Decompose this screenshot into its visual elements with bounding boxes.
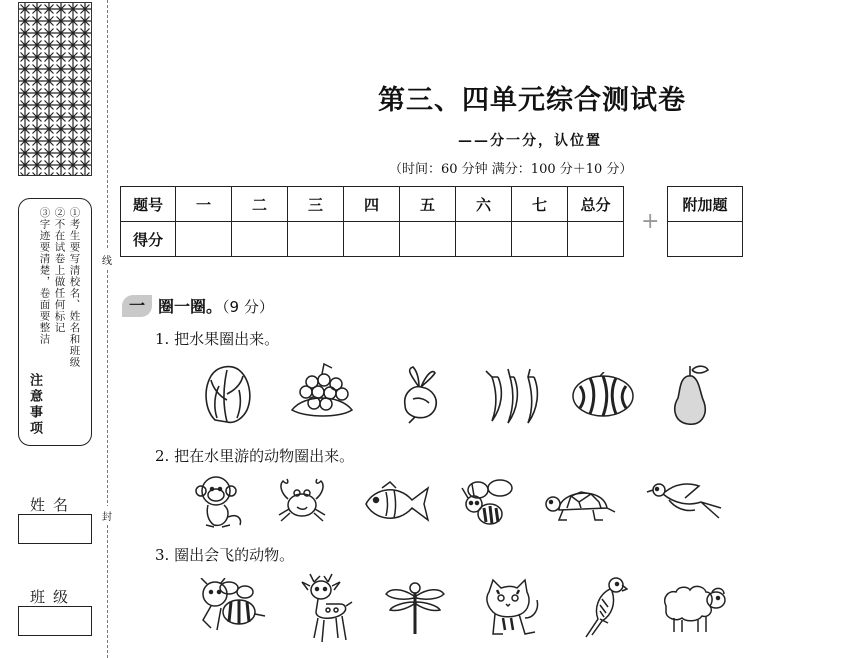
pear-image[interactable]: [666, 362, 714, 428]
question-2-text: 2. 把在水里游的动物圈出来。: [155, 447, 355, 465]
dragonfly-image[interactable]: [384, 580, 446, 636]
parrot-image[interactable]: [578, 575, 628, 639]
score-cell[interactable]: [176, 222, 232, 257]
section-score: （9 分）: [222, 298, 274, 316]
watermelon-image[interactable]: [570, 372, 636, 420]
score-header-cell: 三: [288, 187, 344, 222]
score-header-cell: 四: [344, 187, 400, 222]
deer-image[interactable]: [298, 572, 356, 644]
bee-image[interactable]: [458, 474, 518, 530]
cut-mark-line: 线: [102, 250, 112, 269]
bee-image[interactable]: [195, 578, 267, 638]
extra-table: [667, 186, 743, 257]
crab-image[interactable]: [273, 477, 331, 525]
score-header-cell: 六: [456, 187, 512, 222]
section-number-badge: 一: [122, 295, 152, 317]
score-cell[interactable]: [456, 222, 512, 257]
page-title: 第三、四单元综合测试卷: [378, 85, 686, 116]
section-title-text: 圈一圈。: [158, 297, 223, 316]
notes-box: [18, 198, 92, 446]
score-header-row: [121, 187, 624, 222]
cat-image[interactable]: [481, 578, 541, 636]
sheep-image[interactable]: [658, 578, 728, 634]
notes-title: 注意事项: [27, 373, 42, 437]
class-field[interactable]: [18, 606, 92, 636]
score-header-cell: 题号: [121, 187, 176, 222]
question-3-text: 3. 圈出会飞的动物。: [155, 546, 295, 564]
decorative-pattern: [18, 2, 92, 176]
score-row-label: 得分: [121, 222, 176, 257]
extra-score-cell[interactable]: [668, 222, 743, 257]
question-1-text: 1. 把水果圈出来。: [155, 330, 280, 348]
score-table: [120, 186, 624, 257]
name-label: 姓名: [30, 496, 77, 514]
score-cell[interactable]: [288, 222, 344, 257]
extra-header-cell: 附加题: [668, 187, 743, 222]
score-cell[interactable]: [568, 222, 624, 257]
score-cell[interactable]: [512, 222, 568, 257]
fish-image[interactable]: [362, 480, 432, 526]
time-info: （时间：60 分钟 满分：100 分＋10 分）: [389, 162, 633, 177]
note-1: ①考生要写清校名、姓名和班级: [68, 207, 81, 368]
chili-peppers-image[interactable]: [480, 365, 544, 427]
cut-mark-seal: 封: [102, 506, 112, 525]
plus-sign: +: [641, 209, 660, 234]
score-cell[interactable]: [400, 222, 456, 257]
swallow-image[interactable]: [645, 478, 723, 524]
class-label: 班级: [30, 588, 77, 606]
score-header-cell: 一: [176, 187, 232, 222]
score-input-row: [121, 222, 624, 257]
radish-image[interactable]: [395, 365, 445, 425]
score-header-cell: 七: [512, 187, 568, 222]
turtle-image[interactable]: [545, 478, 619, 528]
cut-line: [107, 0, 108, 658]
score-cell[interactable]: [232, 222, 288, 257]
grapes-image[interactable]: [286, 360, 358, 422]
score-header-cell: 五: [400, 187, 456, 222]
page-subtitle: ——分一分，认位置: [458, 133, 602, 149]
section-header: [122, 294, 274, 317]
note-3: ③字迹要清楚，卷面要整洁: [38, 207, 51, 345]
note-2: ②不在试卷上做任何标记: [53, 207, 66, 334]
score-header-cell: 二: [232, 187, 288, 222]
name-field[interactable]: [18, 514, 92, 544]
score-header-cell: 总分: [568, 187, 624, 222]
cabbage-image[interactable]: [197, 360, 259, 426]
section-title: [158, 294, 274, 317]
monkey-image[interactable]: [192, 473, 248, 531]
score-cell[interactable]: [344, 222, 400, 257]
